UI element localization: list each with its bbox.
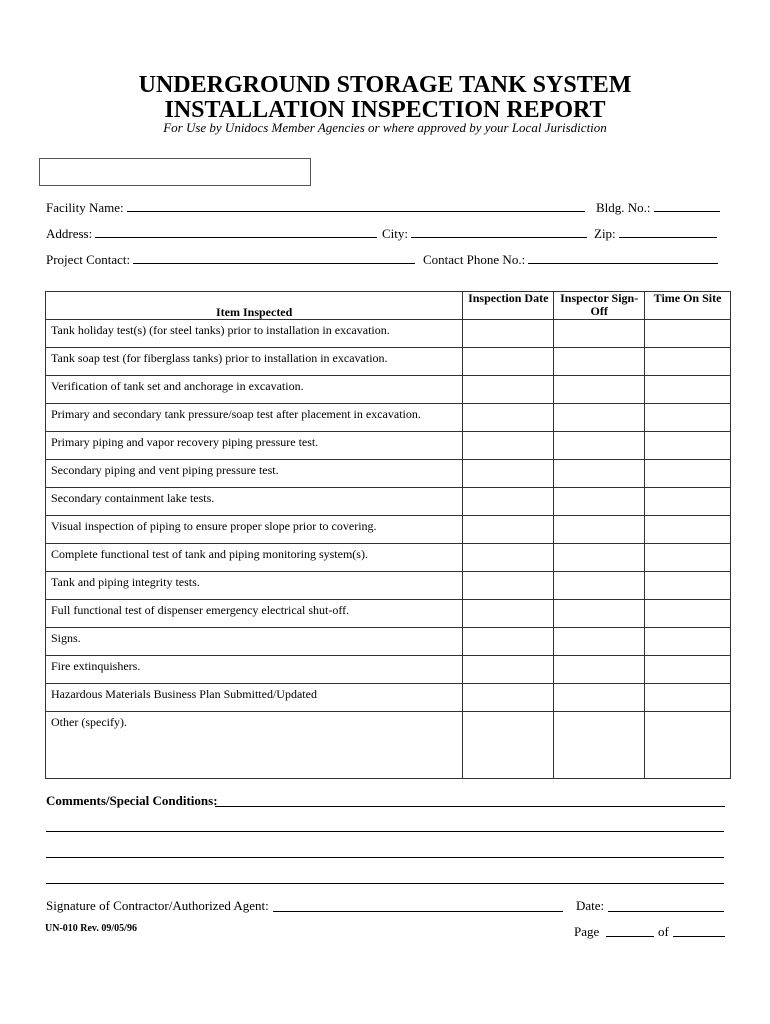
time-on-site-cell[interactable] [645, 600, 731, 628]
item-inspected-cell: Complete functional test of tank and piping monitoring system(s). [46, 544, 463, 572]
bldg-no-field[interactable] [596, 199, 720, 216]
inspector-sign-off-cell[interactable] [554, 320, 645, 348]
bldg-no-label: Bldg. No.: [596, 200, 651, 215]
comments-line-1[interactable] [215, 806, 725, 807]
item-inspected-cell: Primary and secondary tank pressure/soap test after placement in excavation. [46, 404, 463, 432]
table-row [46, 544, 731, 572]
table-row [46, 348, 731, 376]
inspector-sign-off-cell[interactable] [554, 712, 645, 779]
table-row [46, 684, 731, 712]
inspection-date-cell[interactable] [463, 628, 554, 656]
time-on-site-cell[interactable] [645, 516, 731, 544]
item-inspected-cell: Tank holiday test(s) (for steel tanks) prior to installation in excavation. [46, 320, 463, 348]
date-label: Date: [576, 898, 605, 913]
facility-name-label: Facility Name: [46, 200, 124, 215]
inspection-date-cell[interactable] [463, 572, 554, 600]
inspection-date-cell[interactable] [463, 348, 554, 376]
item-inspected-cell: Secondary piping and vent piping pressure test. [46, 460, 463, 488]
item-inspected-cell: Full functional test of dispenser emergency electrical shut-off. [46, 600, 463, 628]
col-header-inspector-sign-off: Inspector Sign-Off [554, 292, 645, 320]
zip-blank[interactable] [619, 225, 717, 238]
time-on-site-cell[interactable] [645, 348, 731, 376]
inspection-date-cell[interactable] [463, 488, 554, 516]
table-row [46, 600, 731, 628]
comments-line-3[interactable] [46, 857, 724, 858]
inspector-sign-off-cell[interactable] [554, 432, 645, 460]
inspector-sign-off-cell[interactable] [554, 460, 645, 488]
col-header-time-on-site: Time On Site [645, 292, 731, 320]
contact-phone-blank[interactable] [528, 251, 718, 264]
page-total-line[interactable] [673, 936, 725, 937]
facility-name-blank[interactable] [127, 199, 585, 212]
project-contact-label: Project Contact: [46, 252, 131, 267]
item-inspected-cell: Primary piping and vapor recovery piping pressure test. [46, 432, 463, 460]
inspector-sign-off-cell[interactable] [554, 516, 645, 544]
project-contact-blank[interactable] [133, 251, 415, 264]
comments-label: Comments/Special Conditions: [46, 793, 218, 808]
table-header-row [46, 292, 731, 320]
table-row [46, 432, 731, 460]
project-contact-field[interactable] [46, 251, 415, 268]
inspector-sign-off-cell[interactable] [554, 488, 645, 516]
table-row [46, 376, 731, 404]
inspection-date-cell[interactable] [463, 684, 554, 712]
address-field[interactable] [46, 225, 377, 242]
time-on-site-cell[interactable] [645, 460, 731, 488]
contact-phone-label: Contact Phone No.: [423, 252, 526, 267]
item-inspected-cell: Signs. [46, 628, 463, 656]
inspector-sign-off-cell[interactable] [554, 348, 645, 376]
time-on-site-cell[interactable] [645, 684, 731, 712]
zip-field[interactable] [594, 225, 717, 242]
inspection-date-cell[interactable] [463, 544, 554, 572]
comments-line-2[interactable] [46, 831, 724, 832]
time-on-site-cell[interactable] [645, 432, 731, 460]
time-on-site-cell[interactable] [645, 656, 731, 684]
page-number-line[interactable] [606, 936, 654, 937]
city-field[interactable] [382, 225, 587, 242]
time-on-site-cell[interactable] [645, 712, 731, 779]
signature-label: Signature of Contractor/Authorized Agent: [46, 898, 269, 913]
form-title-line-1: UNDERGROUND STORAGE TANK SYSTEM [138, 72, 632, 98]
table-row [46, 488, 731, 516]
col-header-inspection-date: Inspection Date [463, 292, 554, 320]
inspection-date-cell[interactable] [463, 404, 554, 432]
time-on-site-cell[interactable] [645, 488, 731, 516]
comments-line-4[interactable] [46, 883, 724, 884]
table-row [46, 572, 731, 600]
time-on-site-cell[interactable] [645, 544, 731, 572]
table-row [46, 460, 731, 488]
item-inspected-cell: Other (specify). [46, 712, 463, 779]
zip-label: Zip: [594, 226, 616, 241]
time-on-site-cell[interactable] [645, 404, 731, 432]
inspection-date-cell[interactable] [463, 376, 554, 404]
inspector-sign-off-cell[interactable] [554, 572, 645, 600]
page-of-label: of [658, 924, 669, 939]
table-row [46, 712, 731, 779]
inspection-table [45, 291, 731, 779]
address-blank[interactable] [95, 225, 377, 238]
inspection-date-cell[interactable] [463, 320, 554, 348]
time-on-site-cell[interactable] [645, 572, 731, 600]
inspector-sign-off-cell[interactable] [554, 600, 645, 628]
item-inspected-cell: Fire extinquishers. [46, 656, 463, 684]
date-line[interactable] [608, 911, 724, 912]
inspector-sign-off-cell[interactable] [554, 628, 645, 656]
city-blank[interactable] [411, 225, 587, 238]
table-body [46, 320, 731, 779]
inspection-date-cell[interactable] [463, 656, 554, 684]
inspection-date-cell[interactable] [463, 600, 554, 628]
inspection-date-cell[interactable] [463, 712, 554, 779]
bldg-no-blank[interactable] [654, 199, 720, 212]
item-inspected-cell: Visual inspection of piping to ensure proper slope prior to covering. [46, 516, 463, 544]
address-label: Address: [46, 226, 93, 241]
agency-id-box[interactable] [39, 158, 311, 186]
inspector-sign-off-cell[interactable] [554, 404, 645, 432]
table-row [46, 656, 731, 684]
signature-line[interactable] [273, 911, 563, 912]
inspector-sign-off-cell[interactable] [554, 656, 645, 684]
form-title-line-2: INSTALLATION INSPECTION REPORT [164, 97, 606, 123]
table-row [46, 320, 731, 348]
inspection-date-cell[interactable] [463, 516, 554, 544]
time-on-site-cell[interactable] [645, 628, 731, 656]
city-label: City: [382, 226, 409, 241]
time-on-site-cell[interactable] [645, 320, 731, 348]
item-inspected-cell: Tank and piping integrity tests. [46, 572, 463, 600]
form-subtitle: For Use by Unidocs Member Agencies or where approved by your Local Jurisdiction [163, 120, 607, 135]
time-on-site-cell[interactable] [645, 376, 731, 404]
col-header-item-inspected: Item Inspected [46, 292, 463, 320]
table-row [46, 516, 731, 544]
form-code: UN-010 Rev. 09/05/96 [45, 923, 137, 934]
contact-phone-field[interactable] [423, 251, 718, 268]
item-inspected-cell: Verification of tank set and anchorage in excavation. [46, 376, 463, 404]
inspector-sign-off-cell[interactable] [554, 544, 645, 572]
page-label: Page [574, 924, 600, 939]
inspection-date-cell[interactable] [463, 460, 554, 488]
inspector-sign-off-cell[interactable] [554, 376, 645, 404]
inspector-sign-off-cell[interactable] [554, 684, 645, 712]
inspection-date-cell[interactable] [463, 432, 554, 460]
item-inspected-cell: Tank soap test (for fiberglass tanks) prior to installation in excavation. [46, 348, 463, 376]
table-row [46, 628, 731, 656]
table-row [46, 404, 731, 432]
facility-name-field[interactable] [46, 199, 585, 216]
item-inspected-cell: Secondary containment lake tests. [46, 488, 463, 516]
item-inspected-cell: Hazardous Materials Business Plan Submitted/Updated [46, 684, 463, 712]
